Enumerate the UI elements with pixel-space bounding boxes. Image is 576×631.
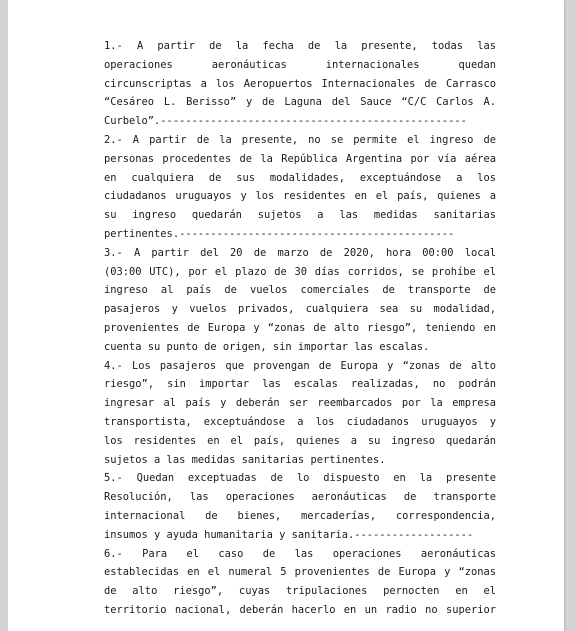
text-line: los residentes en el país, quienes a su ingreso quedarán xyxy=(104,434,496,447)
text-line: 4.- Los pasajeros que provengan de Europa y “zonas de alto xyxy=(104,359,496,372)
text-line: 2.- A partir de la presente, no se permite el ingreso de xyxy=(104,133,496,146)
text-line: establecidas en el numeral 5 provenientes de Europa y “zonas xyxy=(104,566,496,579)
text-line: internacional de bienes, mercaderías, correspondencia, xyxy=(104,509,496,522)
text-line: sujetos a las medidas sanitarias pertinentes. xyxy=(104,453,386,466)
text-line: (03:00 UTC), por el plazo de 30 días corridos, se prohíbe el xyxy=(104,265,496,278)
text-line: “Cesáreo L. Berisso” y de Laguna del Sauce “C/C Carlos A. xyxy=(104,96,496,109)
text-line: operaciones aeronáuticas internacionales quedan xyxy=(104,58,496,71)
text-line: pasajeros y vuelos privados, cualquiera sea su modalidad, xyxy=(104,303,496,316)
text-line: cuenta su punto de origen, sin importar las escalas. xyxy=(104,340,430,353)
text-line: Curbelo”.------------------------------------------------- xyxy=(104,115,467,128)
text-line: de alto riesgo”, cuyas tripulaciones pernocten en el xyxy=(104,585,496,598)
text-line: en cualquiera de sus modalidades, exceptuándose a los xyxy=(104,171,496,184)
text-line: su ingreso quedarán sujetos a las medidas sanitarias xyxy=(104,209,496,222)
text-line: transportista, exceptuándose a los ciudadanos uruguayos y xyxy=(104,415,496,428)
text-line: pertinentes.-------------------------------------------- xyxy=(104,227,455,240)
resolution-text xyxy=(104,37,496,620)
text-line: insumos y ayuda humanitaria y sanitaria.------------------- xyxy=(104,528,474,541)
text-line: 6.- Para el caso de las operaciones aeronáuticas xyxy=(104,547,496,560)
text-line: 5.- Quedan exceptuadas de lo dispuesto en la presente xyxy=(104,472,496,485)
text-line: ciudadanos uruguayos y los residentes en el país, quienes a xyxy=(104,190,496,203)
text-line: Resolución, las operaciones aeronáuticas de transporte xyxy=(104,491,496,504)
text-line: riesgo”, sin importar las escalas realizadas, no podrán xyxy=(104,378,496,391)
text-line: personas procedentes de la República Argentina por vía aérea xyxy=(104,152,496,165)
text-line: territorio nacional, deberán hacerlo en un radio no superior xyxy=(104,603,496,616)
text-line: ingreso al país de vuelos comerciales de transporte de xyxy=(104,284,496,297)
text-line: circunscriptas a los Aeropuertos Internacionales de Carrasco xyxy=(104,77,496,90)
text-line: ingresar al país y deberán ser reembarcados por la empresa xyxy=(104,397,496,410)
text-line: 3.- A partir del 20 de marzo de 2020, hora 00:00 local xyxy=(104,246,496,259)
text-line: 1.- A partir de la fecha de la presente, todas las xyxy=(104,40,496,52)
text-line: provenientes de Europa y “zonas de alto riesgo”, teniendo en xyxy=(104,321,496,334)
document-page xyxy=(8,0,564,631)
